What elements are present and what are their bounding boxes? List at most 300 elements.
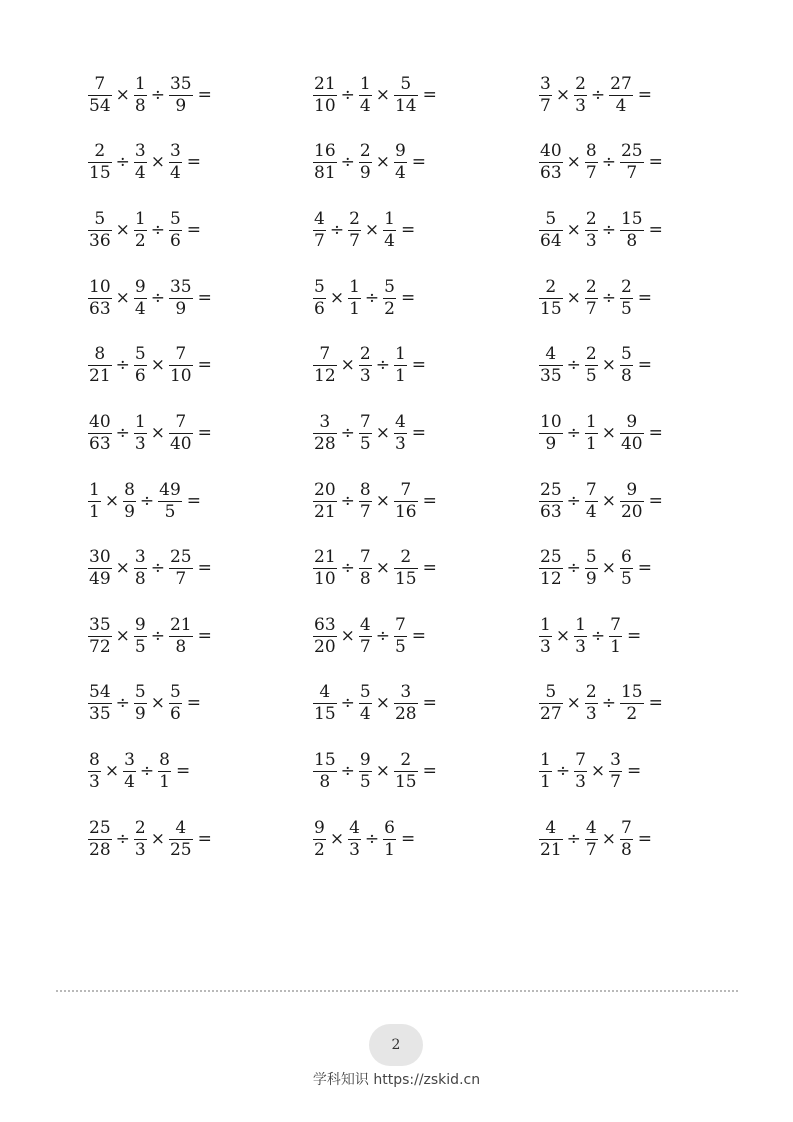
numerator: 8 — [94, 343, 106, 364]
denominator: 4 — [615, 95, 627, 116]
numerator: 21 — [169, 614, 192, 635]
denominator: 54 — [89, 95, 111, 116]
numerator: 21 — [314, 73, 336, 94]
equals-sign: = — [637, 288, 653, 308]
numerator: 3 — [169, 140, 181, 161]
denominator: 1 — [159, 771, 170, 792]
denominator: 3 — [575, 771, 586, 792]
denominator: 81 — [314, 162, 336, 183]
problem-6-3 — [539, 408, 663, 458]
divide-sign: ÷ — [115, 152, 130, 172]
numerator: 9 — [626, 479, 638, 500]
problem-3-3 — [539, 205, 663, 255]
fraction — [394, 140, 407, 183]
multiply-sign: × — [566, 220, 581, 240]
denominator: 10 — [314, 95, 336, 116]
divide-sign: ÷ — [150, 626, 165, 646]
fraction — [134, 140, 147, 183]
divide-sign: ÷ — [340, 85, 355, 105]
numerator: 1 — [359, 73, 371, 94]
numerator: 15 — [620, 681, 643, 702]
fraction — [383, 817, 396, 860]
denominator: 8 — [134, 568, 146, 589]
denominator: 8 — [134, 95, 146, 116]
fraction — [348, 276, 361, 319]
equals-sign: = — [197, 288, 212, 308]
denominator: 2 — [314, 839, 325, 860]
denominator: 2 — [384, 298, 395, 319]
numerator: 40 — [540, 140, 562, 161]
fraction — [359, 343, 372, 386]
multiply-sign: × — [115, 288, 130, 308]
denominator: 3 — [585, 703, 597, 724]
numerator: 4 — [319, 681, 331, 702]
fraction — [359, 479, 372, 522]
dotted-divider — [56, 990, 738, 992]
denominator: 1 — [610, 636, 621, 657]
numerator: 4 — [545, 817, 557, 838]
denominator: 4 — [359, 703, 371, 724]
numerator: 9 — [359, 749, 371, 770]
numerator: 1 — [585, 411, 597, 432]
numerator: 8 — [159, 749, 170, 770]
numerator: 9 — [314, 817, 325, 838]
fraction — [88, 73, 112, 116]
denominator: 9 — [359, 162, 371, 183]
multiply-sign: × — [150, 355, 165, 375]
denominator: 15 — [314, 703, 336, 724]
divide-sign: ÷ — [340, 761, 355, 781]
fraction — [313, 73, 337, 116]
page-number-badge — [369, 1024, 423, 1066]
fraction — [313, 411, 337, 454]
problem-8-2 — [313, 543, 437, 593]
fraction — [169, 208, 182, 251]
fraction — [383, 208, 396, 251]
equals-sign: = — [648, 693, 663, 713]
denominator: 15 — [89, 162, 111, 183]
fraction — [394, 749, 418, 792]
fraction — [313, 343, 337, 386]
denominator: 63 — [89, 433, 111, 454]
problem-2-1 — [88, 137, 201, 187]
problem-4-1 — [88, 273, 212, 323]
divide-sign: ÷ — [150, 220, 165, 240]
fraction — [313, 276, 326, 319]
numerator: 2 — [359, 343, 371, 364]
equals-sign: = — [411, 355, 427, 375]
denominator: 20 — [314, 636, 336, 657]
fraction — [134, 614, 147, 657]
fraction — [383, 276, 396, 319]
numerator: 9 — [394, 140, 406, 161]
problem-1-1 — [88, 70, 212, 120]
numerator: 4 — [394, 411, 406, 432]
multiply-sign: × — [329, 829, 345, 849]
fraction — [158, 479, 182, 522]
numerator: 20 — [314, 479, 336, 500]
numerator: 7 — [175, 343, 187, 364]
denominator: 4 — [169, 162, 181, 183]
divide-sign: ÷ — [115, 693, 130, 713]
fraction — [620, 411, 644, 454]
numerator: 4 — [585, 817, 597, 838]
divide-sign: ÷ — [115, 355, 130, 375]
divide-sign: ÷ — [115, 423, 130, 443]
numerator: 9 — [134, 276, 146, 297]
numerator: 2 — [134, 817, 146, 838]
fraction — [88, 681, 112, 724]
equals-sign: = — [626, 761, 642, 781]
problem-9-1 — [88, 611, 212, 661]
fraction — [169, 276, 193, 319]
fraction — [313, 140, 337, 183]
equals-sign: = — [175, 761, 191, 781]
multiply-sign: × — [115, 220, 130, 240]
multiply-sign: × — [375, 152, 390, 172]
denominator: 3 — [134, 433, 146, 454]
fraction — [158, 749, 171, 792]
numerator: 5 — [620, 343, 632, 364]
numerator: 1 — [384, 208, 395, 229]
equals-sign: = — [637, 85, 653, 105]
denominator: 14 — [394, 95, 417, 116]
denominator: 9 — [545, 433, 557, 454]
fraction — [88, 343, 112, 386]
numerator: 7 — [319, 343, 331, 364]
problem-9-3 — [539, 611, 641, 661]
numerator: 15 — [314, 749, 336, 770]
equals-sign: = — [186, 491, 202, 511]
fraction — [539, 73, 552, 116]
fraction — [585, 140, 598, 183]
denominator: 8 — [175, 636, 187, 657]
denominator: 7 — [175, 568, 187, 589]
fraction — [620, 343, 633, 386]
divide-sign: ÷ — [590, 626, 606, 646]
multiply-sign: × — [375, 85, 390, 105]
problem-2-2 — [313, 137, 426, 187]
numerator: 7 — [585, 479, 597, 500]
numerator: 9 — [134, 614, 146, 635]
fraction — [539, 546, 563, 589]
multiply-sign: × — [375, 423, 390, 443]
divide-sign: ÷ — [375, 355, 390, 375]
page-number: 2 — [391, 1037, 401, 1053]
fraction — [169, 73, 193, 116]
numerator: 5 — [134, 681, 146, 702]
fraction — [169, 343, 193, 386]
fraction — [359, 681, 372, 724]
multiply-sign: × — [115, 558, 130, 578]
denominator: 8 — [620, 839, 632, 860]
problem-6-2 — [313, 408, 426, 458]
denominator: 12 — [314, 365, 336, 386]
divide-sign: ÷ — [150, 288, 165, 308]
numerator: 15 — [620, 208, 643, 229]
numerator: 2 — [94, 140, 106, 161]
numerator: 21 — [314, 546, 336, 567]
divide-sign: ÷ — [329, 220, 345, 240]
equals-sign: = — [422, 558, 437, 578]
denominator: 49 — [89, 568, 111, 589]
equals-sign: = — [422, 491, 437, 511]
denominator: 4 — [394, 162, 406, 183]
denominator: 40 — [620, 433, 643, 454]
fraction — [620, 208, 644, 251]
denominator: 12 — [540, 568, 562, 589]
denominator: 2 — [134, 230, 146, 251]
fraction — [585, 208, 598, 251]
denominator: 1 — [89, 501, 100, 522]
fraction — [539, 681, 563, 724]
equals-sign: = — [422, 85, 437, 105]
fraction — [539, 817, 563, 860]
numerator: 10 — [540, 411, 562, 432]
fraction — [539, 749, 552, 792]
equals-sign: = — [422, 693, 437, 713]
numerator: 5 — [314, 276, 325, 297]
numerator: 1 — [575, 614, 586, 635]
divide-sign: ÷ — [340, 491, 355, 511]
fraction — [539, 140, 563, 183]
equals-sign: = — [422, 761, 437, 781]
problem-2-3 — [539, 137, 663, 187]
fraction — [313, 546, 337, 589]
denominator: 5 — [620, 298, 632, 319]
denominator: 1 — [394, 365, 406, 386]
fraction — [620, 681, 644, 724]
equals-sign: = — [400, 220, 416, 240]
denominator: 7 — [314, 230, 325, 251]
denominator: 15 — [394, 568, 417, 589]
numerator: 25 — [620, 140, 643, 161]
problem-11-1 — [88, 746, 190, 796]
fraction — [539, 479, 563, 522]
numerator: 30 — [89, 546, 111, 567]
fraction — [394, 411, 407, 454]
divide-sign: ÷ — [555, 761, 571, 781]
divide-sign: ÷ — [340, 558, 355, 578]
numerator: 4 — [349, 817, 360, 838]
fraction — [134, 681, 147, 724]
denominator: 6 — [314, 298, 325, 319]
fraction — [359, 749, 372, 792]
multiply-sign: × — [329, 288, 345, 308]
equals-sign: = — [186, 220, 202, 240]
problem-7-1 — [88, 476, 201, 526]
numerator: 25 — [540, 479, 562, 500]
problem-5-2 — [313, 340, 426, 390]
numerator: 2 — [575, 73, 586, 94]
equals-sign: = — [400, 288, 416, 308]
numerator: 35 — [89, 614, 111, 635]
numerator: 2 — [400, 749, 412, 770]
equals-sign: = — [648, 423, 663, 443]
equals-sign: = — [197, 85, 212, 105]
problem-5-1 — [88, 340, 212, 390]
numerator: 7 — [610, 614, 621, 635]
problem-10-3 — [539, 678, 663, 728]
problem-1-2 — [313, 70, 437, 120]
multiply-sign: × — [364, 220, 380, 240]
denominator: 3 — [585, 230, 597, 251]
denominator: 40 — [169, 433, 192, 454]
problem-10-1 — [88, 678, 201, 728]
fraction — [313, 479, 337, 522]
fraction — [620, 140, 644, 183]
divide-sign: ÷ — [340, 152, 355, 172]
numerator: 8 — [585, 140, 597, 161]
numerator: 1 — [349, 276, 360, 297]
denominator: 1 — [349, 298, 360, 319]
denominator: 8 — [319, 771, 331, 792]
numerator: 3 — [319, 411, 331, 432]
denominator: 4 — [585, 501, 597, 522]
denominator: 3 — [89, 771, 100, 792]
denominator: 4 — [359, 95, 371, 116]
fraction — [394, 73, 418, 116]
divide-sign: ÷ — [601, 288, 616, 308]
numerator: 35 — [169, 73, 192, 94]
numerator: 27 — [610, 73, 632, 94]
numerator: 7 — [400, 479, 412, 500]
numerator: 1 — [134, 208, 146, 229]
fraction — [539, 208, 563, 251]
problem-1-3 — [539, 70, 652, 120]
problem-11-3 — [539, 746, 641, 796]
numerator: 9 — [626, 411, 638, 432]
numerator: 54 — [89, 681, 111, 702]
numerator: 5 — [585, 546, 597, 567]
numerator: 4 — [175, 817, 187, 838]
numerator: 7 — [359, 546, 371, 567]
multiply-sign: × — [150, 152, 165, 172]
denominator: 3 — [134, 839, 146, 860]
fraction — [313, 749, 337, 792]
denominator: 63 — [89, 298, 111, 319]
divide-sign: ÷ — [139, 761, 155, 781]
problem-8-3 — [539, 543, 652, 593]
numerator: 3 — [610, 749, 621, 770]
multiply-sign: × — [566, 152, 581, 172]
denominator: 3 — [349, 839, 360, 860]
denominator: 7 — [585, 839, 597, 860]
multiply-sign: × — [150, 693, 165, 713]
fraction — [539, 614, 552, 657]
numerator: 8 — [359, 479, 371, 500]
numerator: 10 — [89, 276, 111, 297]
equals-sign: = — [400, 829, 416, 849]
denominator: 27 — [540, 703, 562, 724]
equals-sign: = — [637, 829, 653, 849]
equals-sign: = — [197, 558, 212, 578]
numerator: 25 — [169, 546, 192, 567]
problem-7-3 — [539, 476, 663, 526]
denominator: 9 — [134, 703, 146, 724]
divide-sign: ÷ — [601, 152, 616, 172]
fraction — [359, 546, 372, 589]
numerator: 2 — [620, 276, 632, 297]
fraction — [169, 140, 182, 183]
denominator: 64 — [540, 230, 562, 251]
equals-sign: = — [186, 693, 202, 713]
denominator: 20 — [620, 501, 643, 522]
numerator: 1 — [134, 411, 146, 432]
denominator: 15 — [394, 771, 417, 792]
fraction — [134, 546, 147, 589]
divide-sign: ÷ — [139, 491, 155, 511]
denominator: 4 — [384, 230, 395, 251]
denominator: 10 — [314, 568, 336, 589]
denominator: 3 — [540, 636, 551, 657]
divide-sign: ÷ — [364, 288, 380, 308]
multiply-sign: × — [340, 355, 355, 375]
fraction — [313, 614, 337, 657]
fraction — [609, 614, 622, 657]
fraction — [88, 479, 101, 522]
denominator: 16 — [394, 501, 417, 522]
numerator: 1 — [540, 749, 551, 770]
denominator: 9 — [124, 501, 135, 522]
numerator: 2 — [585, 276, 597, 297]
equals-sign: = — [637, 558, 653, 578]
divide-sign: ÷ — [115, 829, 130, 849]
fraction — [134, 208, 147, 251]
fraction — [394, 343, 407, 386]
numerator: 40 — [89, 411, 111, 432]
fraction — [359, 614, 372, 657]
fraction — [539, 411, 563, 454]
numerator: 2 — [349, 208, 360, 229]
numerator: 7 — [620, 817, 632, 838]
denominator: 1 — [540, 771, 551, 792]
denominator: 6 — [134, 365, 146, 386]
fraction — [574, 749, 587, 792]
divide-sign: ÷ — [566, 558, 581, 578]
equals-sign: = — [411, 423, 427, 443]
fraction — [394, 546, 418, 589]
equals-sign: = — [197, 423, 212, 443]
denominator: 21 — [540, 839, 562, 860]
divide-sign: ÷ — [364, 829, 380, 849]
problem-7-2 — [313, 476, 437, 526]
fraction — [585, 546, 598, 589]
multiply-sign: × — [555, 626, 571, 646]
numerator: 3 — [134, 140, 146, 161]
multiply-sign: × — [590, 761, 606, 781]
numerator: 7 — [94, 73, 106, 94]
numerator: 5 — [384, 276, 395, 297]
fraction — [539, 276, 563, 319]
numerator: 3 — [400, 681, 412, 702]
problem-11-2 — [313, 746, 437, 796]
denominator: 2 — [626, 703, 638, 724]
numerator: 5 — [169, 208, 181, 229]
numerator: 2 — [585, 208, 597, 229]
denominator: 3 — [394, 433, 406, 454]
multiply-sign: × — [375, 491, 390, 511]
fraction — [585, 411, 598, 454]
numerator: 25 — [540, 546, 562, 567]
equals-sign: = — [197, 829, 212, 849]
fraction — [313, 208, 326, 251]
fraction — [88, 749, 101, 792]
problem-12-2 — [313, 814, 415, 864]
divide-sign: ÷ — [590, 85, 606, 105]
numerator: 1 — [134, 73, 146, 94]
problem-4-2 — [313, 273, 415, 323]
